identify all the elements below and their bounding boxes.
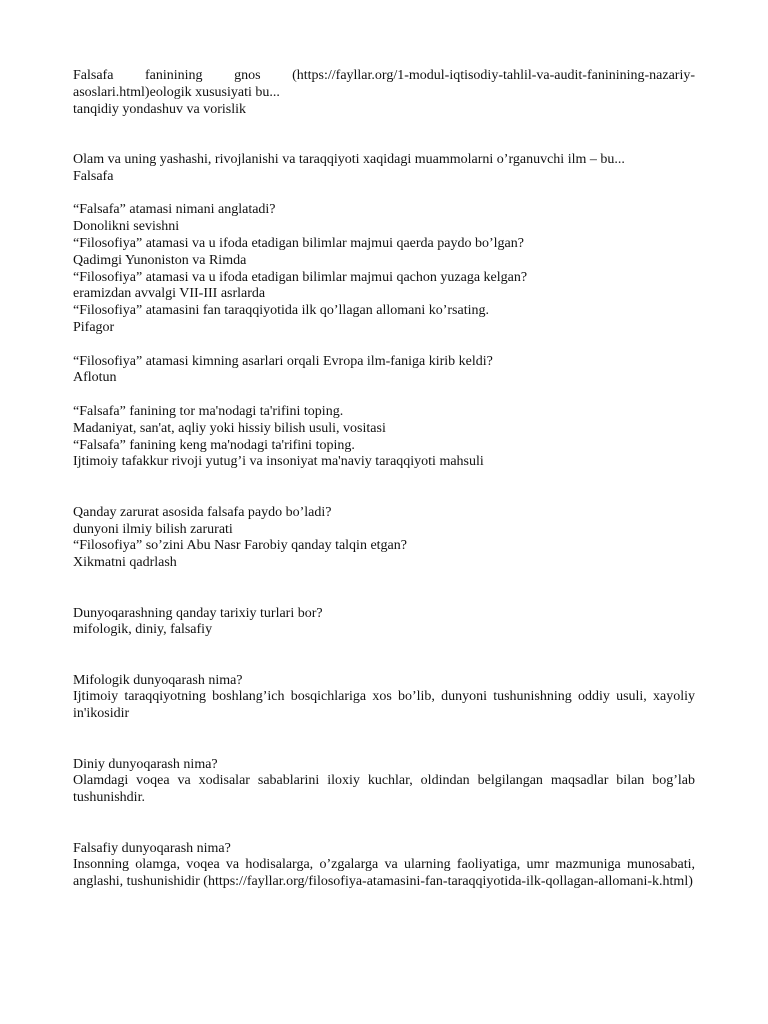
answer-9: dunyoni ilmiy bilish zarurati bbox=[73, 521, 233, 537]
question-10: “Filosofiya” so’zini Abu Nasr Farobiy qanday talqin etgan? bbox=[73, 538, 407, 554]
answer-6: Aflotun bbox=[73, 370, 117, 386]
question-4: “Filosofiya” atamasi va u ifoda etadigan bilimlar majmui qachon yuzaga kelgan? bbox=[73, 269, 528, 285]
answer-13: Olamdagi voqea va xodisalar sabablarini iloxiy kuchlar, oldindan belgilangan maqsadlar bilan bog’lab tushunishdir. bbox=[73, 773, 695, 806]
answer-2: Donolikni sevishni bbox=[73, 219, 180, 235]
answer-1: Falsafa bbox=[73, 168, 114, 184]
question-3: “Filosofiya” atamasi va u ifoda etadigan bilimlar majmui qaerda paydo bo’lgan? bbox=[73, 235, 524, 251]
intro-paragraph bbox=[73, 68, 695, 102]
question-13: Diniy dunyoqarash nima? bbox=[73, 756, 218, 772]
question-7: “Falsafa” fanining tor ma'nodagi ta'rifini toping. bbox=[73, 403, 344, 419]
question-6: “Filosofiya” atamasi kimning asarlari orqali Evropa ilm-faniga kirib keldi? bbox=[73, 353, 493, 369]
intro-source-link[interactable]: (https://fayllar.org/1-modul-iqtisodiy-tahlil-va-audit-faninining-nazariy-asoslari.html) bbox=[73, 68, 696, 100]
question-5: “Filosofiya” atamasini fan taraqqiyotida ilk qo’llagan allomani ko’rsating. bbox=[73, 303, 489, 319]
answer-14-text: Insonning olamga, voqea va hodisalarga, o’zgalarga va ularning faoliyatiga, umr mazmuniga munosabati, anglashi, tushunishidir bbox=[73, 857, 695, 890]
answer-5: Pifagor bbox=[73, 319, 115, 335]
intro-text-end: eologik xususiyati bu... bbox=[149, 84, 280, 100]
answer-11: mifologik, diniy, falsafiy bbox=[73, 622, 213, 638]
answer-7: Madaniyat, san'at, aqliy yoki hissiy bilish usuli, vositasi bbox=[73, 420, 386, 436]
question-1: Olam va uning yashashi, rivojlanishi va taraqqiyoti xaqidagi muammolarni o’rganuvchi ilm – bu... bbox=[73, 151, 625, 167]
intro-answer: tanqidiy yondashuv va vorislik bbox=[73, 101, 247, 117]
question-11: Dunyoqarashning qanday tarixiy turlari bor? bbox=[73, 605, 323, 621]
question-2: “Falsafa” atamasi nimani anglatadi? bbox=[73, 202, 276, 218]
question-12: Mifologik dunyoqarash nima? bbox=[73, 672, 243, 688]
document-page bbox=[73, 68, 695, 891]
answer-14-source-link[interactable]: (https://fayllar.org/filosofiya-atamasini-fan-taraqqiyotida-ilk-qollagan-allomani-k.html) bbox=[203, 874, 693, 890]
answer-3: Qadimgi Yunoniston va Rimda bbox=[73, 252, 247, 268]
question-14: Falsafiy dunyoqarash nima? bbox=[73, 840, 231, 856]
intro-text-start: Falsafa faninining gnos bbox=[73, 68, 261, 83]
answer-10: Xikmatni qadrlash bbox=[73, 555, 177, 571]
answer-12: Ijtimoiy taraqqiyotning boshlang’ich bosqichlariga xos bo’lib, dunyoni tushunishning oddiy usuli, xayoliy in'ikosidir bbox=[73, 689, 695, 722]
answer-8: Ijtimoiy tafakkur rivoji yutug’i va insoniyat ma'naviy taraqqiyoti mahsuli bbox=[73, 454, 484, 470]
answer-14 bbox=[73, 857, 695, 891]
question-8: “Falsafa” fanining keng ma'nodagi ta'rifini toping. bbox=[73, 437, 355, 453]
answer-4: eramizdan avvalgi VII-III asrlarda bbox=[73, 286, 266, 302]
question-9: Qanday zarurat asosida falsafa paydo bo’ladi? bbox=[73, 504, 332, 520]
